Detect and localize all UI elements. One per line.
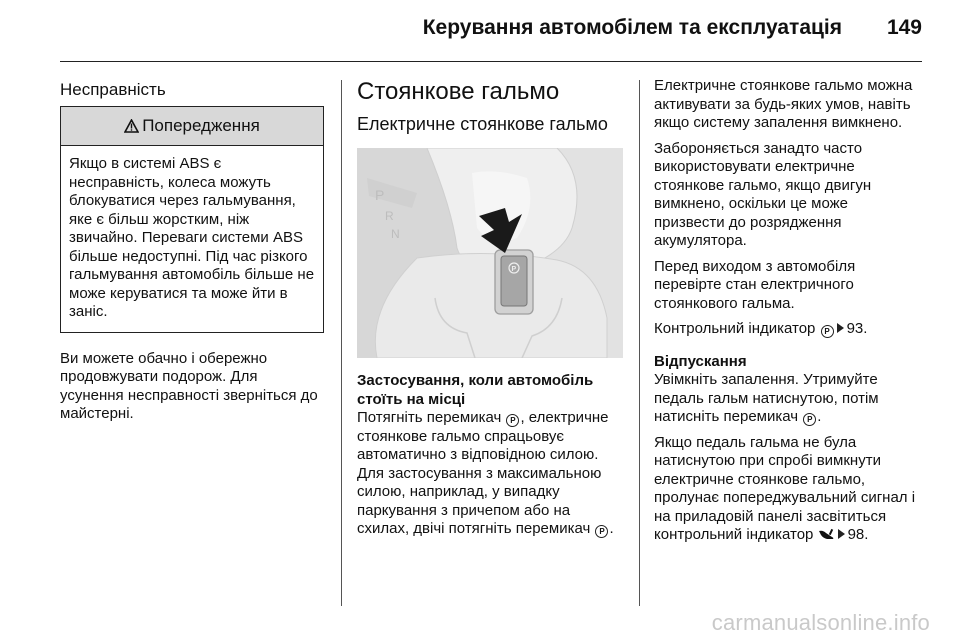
parking-brake-icon: P xyxy=(506,414,519,427)
warning-text-body: Якщо педаль гальма не була натиснутою при спробі вимкнути електричне стоянкове гальмо, пролунає попереджувальний сигнал і на приладовій панелі засвітиться контрольний індикатор xyxy=(654,433,916,543)
parking-brake-icon: P xyxy=(595,525,608,538)
heading-parking-brake: Стоянкове гальмо xyxy=(357,78,560,105)
page-reference-arrow-icon xyxy=(837,323,844,333)
page-number: 149 xyxy=(886,16,922,39)
column-middle xyxy=(357,62,623,539)
release-text-end: . xyxy=(817,408,822,425)
apply-heading: Застосування, коли автомобіль стоїть на місці xyxy=(357,372,594,408)
warning-triangle-icon xyxy=(124,119,139,133)
svg-text:N: N xyxy=(391,227,400,241)
apply-text-1: Потягніть перемикач xyxy=(357,409,502,426)
svg-text:P: P xyxy=(375,187,385,203)
warning-box xyxy=(60,106,324,333)
release-paragraph xyxy=(654,371,922,427)
svg-text:P: P xyxy=(511,266,517,273)
svg-text:R: R xyxy=(385,209,394,223)
parking-brake-icon: P xyxy=(821,325,834,338)
indicator-paragraph xyxy=(654,320,922,339)
apply-text-2: , електричне стоянкове гальмо спрацьовує автоматично з відповідною силою. Для застосування з максимальною силою, наприклад, у випадку паркування з причепом або на схилах, двічі потягніть перемикач xyxy=(357,409,609,537)
column-divider xyxy=(639,80,640,606)
console-illustration xyxy=(357,148,623,358)
section-title: Несправність xyxy=(60,80,166,99)
column-divider xyxy=(341,80,342,606)
body-paragraph: Ви можете обачно і обережно продовжувати подорож. Для усунення несправності зверніться до майстерні. xyxy=(60,349,318,422)
body-paragraph: Забороняється занадто часто використовувати електричне стоянкове гальмо, якщо двигун вимкнено, оскільки це може призвести до розрядження акумулятора. xyxy=(654,139,872,249)
parking-brake-icon: P xyxy=(803,413,816,426)
page-reference[interactable]: 98. xyxy=(847,526,869,543)
body-paragraph: Перед виходом з автомобіля перевірте стан електричного стоянкового гальма. xyxy=(654,257,856,312)
parking-brake-switch-photo xyxy=(357,148,623,358)
column-left xyxy=(60,62,324,424)
warning-paragraph xyxy=(654,434,922,545)
warning-header xyxy=(61,107,323,146)
release-text: Увімкніть запалення. Утримуйте педаль гальм натиснутою, потім натисніть перемикач xyxy=(654,371,879,425)
warning-label: Попередження xyxy=(142,116,260,135)
body-paragraph: Електричне стоянкове гальмо можна активувати за будь-яких умов, навіть якщо систему запалення вимкнено. xyxy=(654,77,913,131)
page-reference-arrow-icon xyxy=(838,529,845,539)
column-right xyxy=(654,62,922,545)
subheading-electric-parking-brake: Електричне стоянкове гальмо xyxy=(357,114,608,134)
watermark: carmanualsonline.info xyxy=(711,610,930,635)
indicator-text: Контрольний індикатор xyxy=(654,320,816,337)
foot-on-pedal-icon xyxy=(818,528,836,540)
apply-text-3: . xyxy=(609,520,614,537)
warning-text: Якщо в системі ABS є несправність, колеса можуть блокуватися через гальмування, яке є більш жорстким, ніж звичайно. Переваги системи ABS більше недоступні. Під час різкого гальмування автомобіль більше не може керуватися та може йти в заніс. xyxy=(69,155,315,320)
page-reference[interactable]: 93. xyxy=(846,320,868,337)
release-heading: Відпускання xyxy=(654,352,747,370)
page-title: Керування автомобілем та експлуатація xyxy=(422,16,842,39)
apply-paragraph xyxy=(357,409,623,539)
page-header xyxy=(0,0,960,62)
